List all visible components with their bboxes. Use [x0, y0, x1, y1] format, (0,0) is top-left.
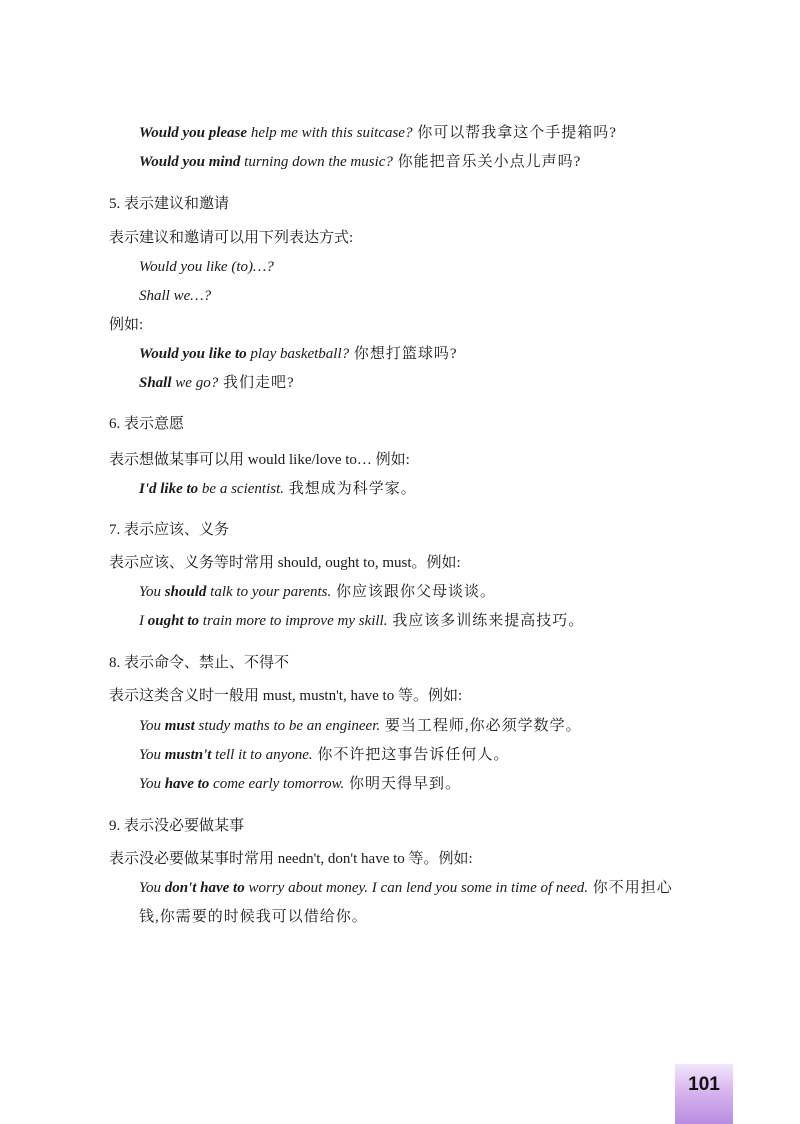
section-5-heading: 5. 表示建议和邀请 [109, 196, 230, 212]
section-7-intro: 表示应该、义务等时常用 should, ought to, must。例如: [109, 555, 461, 571]
example-dont-have-to: You don't have to worry about money. I can lend you some in time of need. 你不用担心 [139, 880, 673, 896]
example-mustnt: You mustn't tell it to anyone. 你不许把这事告诉任何人。 [139, 747, 510, 763]
example-would-you-mind: Would you mind turning down the music? 你能把音乐关小点儿声吗? [139, 154, 582, 170]
section-5-intro: 表示建议和邀请可以用下列表达方式: [109, 230, 354, 246]
section-6-intro: 表示想做某事可以用 would like/love to… 例如: [109, 452, 410, 468]
example-would-you-like-to: Would you like to play basketball? 你想打篮球吗? [139, 346, 458, 362]
section-9-heading: 9. 表示没必要做某事 [109, 818, 245, 834]
example-have-to: You have to come early tomorrow. 你明天得早到。 [139, 776, 462, 792]
pattern-would-you-like: Would you like (to)…? [139, 259, 274, 275]
example-dont-have-to-continued: 钱,你需要的时候我可以借给你。 [139, 909, 368, 925]
section-9-intro: 表示没必要做某事时常用 needn't, don't have to 等。例如: [109, 851, 473, 867]
example-would-you-please: Would you please help me with this suitcase? 你可以帮我拿这个手提箱吗? [139, 125, 617, 141]
pattern-shall-we: Shall we…? [139, 288, 212, 304]
example-shall: Shall we go? 我们走吧? [139, 375, 295, 391]
page-number: 101 [688, 1074, 720, 1095]
example-id-like-to: I'd like to be a scientist. 我想成为科学家。 [139, 481, 417, 497]
example-must: You must study maths to be an engineer. 要当工程师,你必须学数学。 [139, 718, 582, 734]
example-should: You should talk to your parents. 你应该跟你父母谈谈。 [139, 584, 497, 600]
section-8-intro: 表示这类含义时一般用 must, mustn't, have to 等。例如: [109, 688, 463, 704]
section-7-heading: 7. 表示应该、义务 [109, 522, 230, 538]
example-ought-to: I ought to train more to improve my skill. 我应该多训练来提高技巧。 [139, 613, 585, 629]
section-6-heading: 6. 表示意愿 [109, 416, 185, 432]
section-5-example-label: 例如: [109, 317, 144, 333]
section-8-heading: 8. 表示命令、禁止、不得不 [109, 655, 290, 671]
